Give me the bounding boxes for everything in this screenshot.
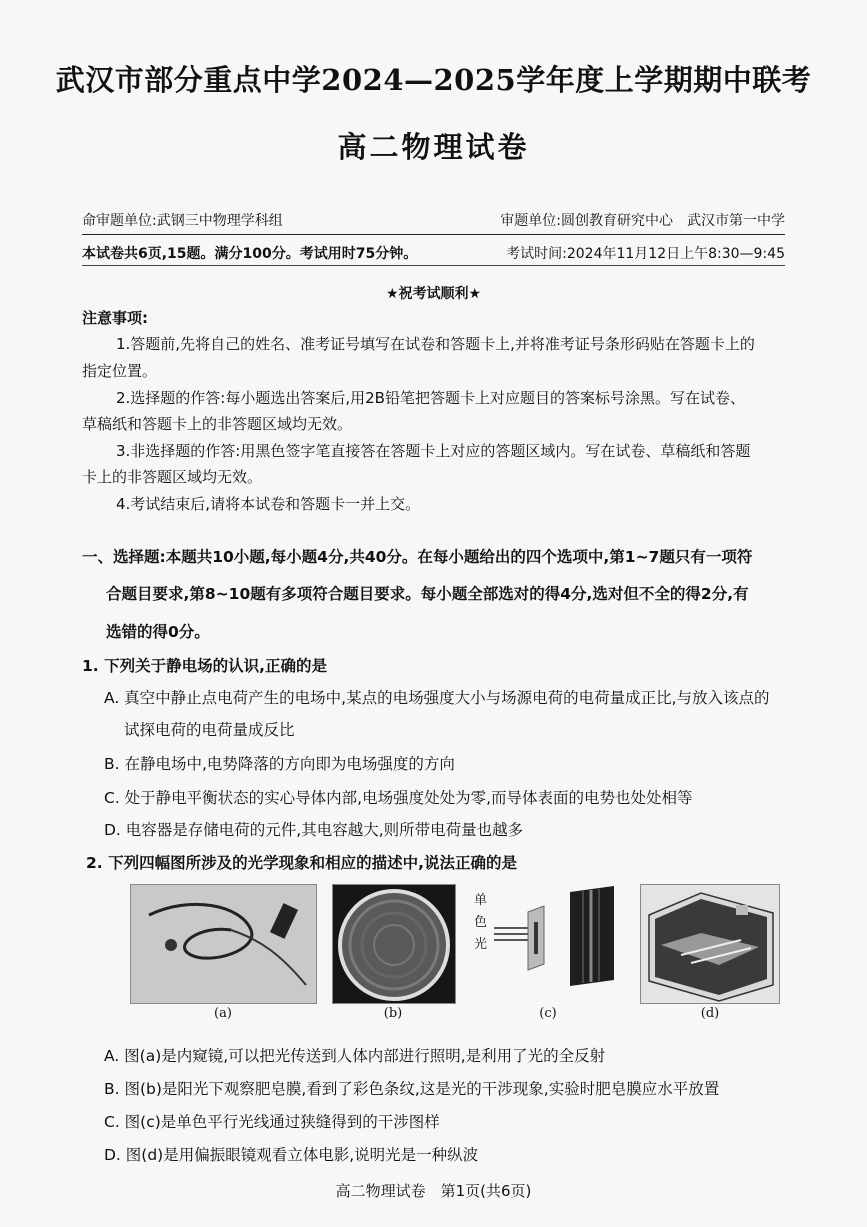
slit-drawing	[492, 884, 620, 1002]
header-rule	[82, 234, 785, 235]
label-char: 色	[474, 915, 488, 930]
exam-time: 考试时间:2024年11月12日上午8:30—9:45	[506, 246, 785, 262]
setter-unit: 命审题单位:武钢三中物理学科组	[82, 213, 283, 229]
question-1-option-d: D. 电容器是存储电荷的元件,其电容越大,则所带电荷量也越多	[104, 821, 524, 839]
notice-line: 1.答题前,先将自己的姓名、准考证号填写在试卷和答题卡上,并将准考证号条形码贴在答题卡上的	[116, 335, 755, 353]
question-1-option-a-cont: 试探电荷的电荷量成反比	[124, 721, 295, 739]
figure-d-polarizer-box	[640, 884, 780, 1004]
notice-heading: 注意事项:	[82, 309, 148, 327]
notice-line: 指定位置。	[82, 362, 158, 380]
question-1-option-c: C. 处于静电平衡状态的实心导体内部,电场强度处处为零,而导体表面的电势也处处相等	[104, 789, 693, 807]
good-luck: ★祝考试顺利★	[385, 286, 482, 302]
figure-c-slit	[470, 884, 620, 1002]
section-instructions: 合题目要求,第8~10题有多项符合题目要求。每小题全部选对的得4分,选对但不全的得2分,有	[106, 585, 749, 603]
notice-line: 2.选择题的作答:每小题选出答案后,用2B铅笔把答题卡上对应题目的答案标号涂黑。写在试卷、	[116, 389, 745, 407]
info-rule	[82, 265, 785, 266]
notice-line: 卡上的非答题区域均无效。	[82, 468, 263, 486]
question-2-option-c: C. 图(c)是单色平行光线通过狭缝得到的干涉图样	[104, 1113, 440, 1131]
figure-b-soap-film	[332, 884, 456, 1004]
figure-d-caption: (d)	[700, 1006, 720, 1021]
label-char: 光	[474, 937, 488, 952]
reviewer-unit: 审题单位:圆创教育研究中心 武汉市第一中学	[500, 213, 785, 229]
figure-a-endoscope	[130, 884, 317, 1004]
question-2-option-a: A. 图(a)是内窥镜,可以把光传送到人体内部进行照明,是利用了光的全反射	[104, 1047, 606, 1065]
question-1-option-a: A. 真空中静止点电荷产生的电场中,某点的电场强度大小与场源电荷的电荷量成正比,与放入该点的	[104, 689, 770, 707]
question-2-stem: 2. 下列四幅图所涉及的光学现象和相应的描述中,说法正确的是	[86, 854, 517, 872]
figure-c-caption: (c)	[539, 1006, 557, 1021]
exam-summary: 本试卷共6页,15题。满分100分。考试用时75分钟。	[82, 246, 418, 262]
notice-line: 草稿纸和答题卡上的非答题区域均无效。	[82, 415, 353, 433]
exam-title: 武汉市部分重点中学2024—2025学年度上学期期中联考	[55, 63, 812, 97]
exam-subtitle: 高二物理试卷	[337, 130, 530, 164]
question-1-option-b: B. 在静电场中,电势降落的方向即为电场强度的方向	[104, 755, 455, 773]
monochromatic-light-label	[474, 890, 487, 956]
figure-b-caption: (b)	[383, 1006, 403, 1021]
figure-a-caption: (a)	[214, 1006, 232, 1021]
endoscope-drawing	[131, 885, 316, 1003]
question-1-stem: 1. 下列关于静电场的认识,正确的是	[82, 657, 327, 675]
polarizer-box-drawing	[641, 885, 779, 1003]
section-instructions: 选错的得0分。	[106, 623, 210, 641]
question-2-option-b: B. 图(b)是阳光下观察肥皂膜,看到了彩色条纹,这是光的干涉现象,实验时肥皂膜应水平放置	[104, 1080, 720, 1098]
page-footer: 高二物理试卷 第1页(共6页)	[335, 1182, 532, 1200]
section-instructions: 一、选择题:本题共10小题,每小题4分,共40分。在每小题给出的四个选项中,第1~7题只有一项符	[82, 548, 753, 566]
notice-line: 3.非选择题的作答:用黑色签字笔直接答在答题卡上对应的答题区域内。写在试卷、草稿纸和答题	[116, 442, 751, 460]
label-char: 单	[474, 893, 488, 908]
soap-film-drawing	[333, 885, 455, 1003]
notice-line: 4.考试结束后,请将本试卷和答题卡一并上交。	[116, 495, 421, 513]
question-2-option-d: D. 图(d)是用偏振眼镜观看立体电影,说明光是一种纵波	[104, 1146, 479, 1164]
